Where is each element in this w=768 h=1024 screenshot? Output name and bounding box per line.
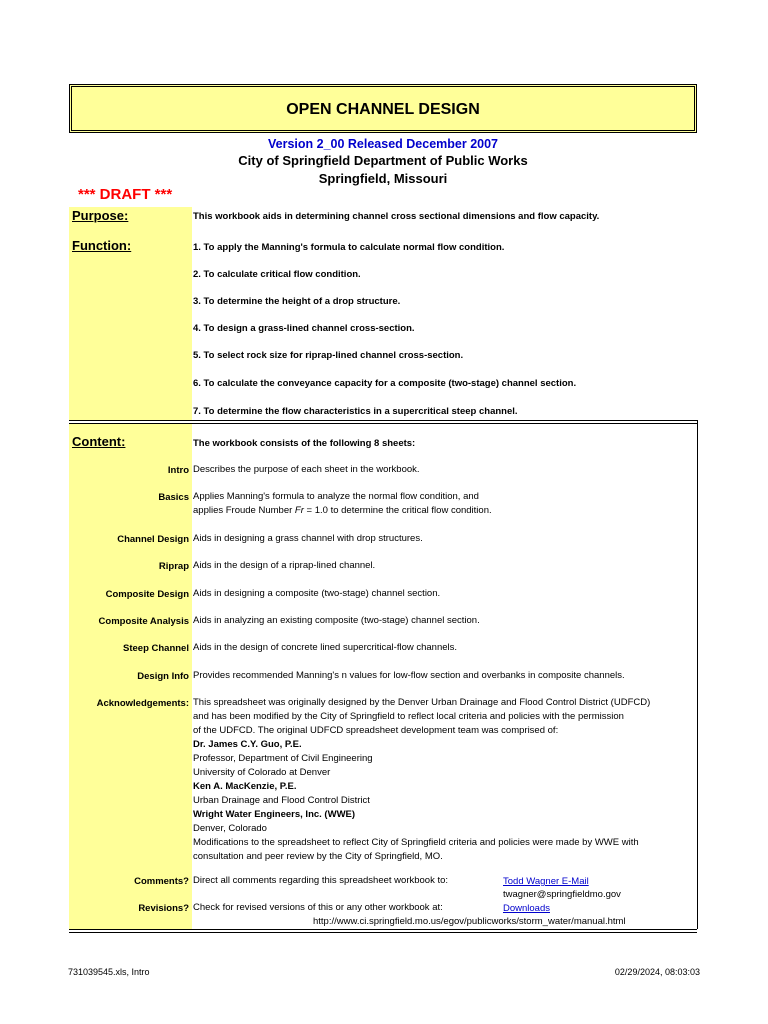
sheet-name-steep-channel: Steep Channel [123,643,189,654]
ack-line: consultation and peer review by the City of Springfield, MO. [193,851,443,862]
ack-line: Urban Drainage and Flood Control District [193,795,370,806]
function-item: 2. To calculate critical flow condition. [193,269,361,280]
sheet-name-channel-design: Channel Design [117,534,189,545]
revisions-label: Revisions? [138,903,189,914]
sheet-name-design-info: Design Info [137,671,189,682]
ack-line-name: Ken A. MacKenzie, P.E. [193,781,297,792]
sheet-desc-basics [193,490,703,518]
sheet-desc-channel-design: Aids in designing a grass channel with drop structures. [193,533,423,544]
revisions-text: Check for revised versions of this or any other workbook at: [193,902,443,913]
city-line: Springfield, Missouri [318,171,448,186]
downloads-url: http://www.ci.springfield.mo.us/egov/publicworks/storm_water/manual.html [313,916,626,927]
comments-label: Comments? [134,876,189,887]
sheet-name-composite-analysis: Composite Analysis [98,616,189,627]
sheet-name-intro: Intro [167,465,189,476]
email-link[interactable]: Todd Wagner E-Mail [503,876,589,887]
sheet-desc-composite-analysis: Aids in analyzing an existing composite (two-stage) channel section. [193,615,480,626]
comments-text: Direct all comments regarding this spreadsheet workbook to: [193,875,449,886]
ack-line: of the UDFCD. The original UDFCD spreadsheet development team was comprised of: [193,725,559,736]
content-intro: The workbook consists of the following 8 sheets: [193,438,416,449]
section-divider [69,423,697,424]
acknowledgements-label: Acknowledgements: [96,698,189,709]
section-divider [69,420,697,421]
ack-line-name: Wright Water Engineers, Inc. (WWE) [193,809,356,820]
desc-text: applies Froude Number [193,505,295,516]
footer-timestamp: 02/29/2024, 08:03:03 [614,967,700,977]
purpose-text: This workbook aids in determining channel cross sectional dimensions and flow capacity. [193,211,600,222]
ack-line: Professor, Department of Civil Engineering [193,753,373,764]
function-item: 5. To select rock size for riprap-lined channel cross-section. [193,350,464,361]
department-line: City of Springfield Department of Public Works [238,153,528,168]
bottom-border [69,929,697,930]
froude-symbol: Fr [294,505,304,516]
ack-line: and has been modified by the City of Springfield to reflect local criteria and policies with the permission [193,711,624,722]
sheet-desc-design-info: Provides recommended Manning's n values for low-flow section and overbanks in composite channels. [193,670,625,681]
desc-text: = 1.0 to determine the critical flow condition. [303,505,492,516]
version-line: Version 2_00 Released December 2007 [267,137,498,151]
sheet-desc-basics-line1: Applies Manning's formula to analyze the normal flow condition, and [193,491,479,502]
purpose-heading: Purpose: [72,208,129,223]
page-title: OPEN CHANNEL DESIGN [286,101,480,118]
footer-filename: 731039545.xls, Intro [68,967,150,977]
ack-line: Modifications to the spreadsheet to reflect City of Springfield criteria and policies were made by WWE with [193,837,639,848]
function-heading: Function: [72,238,132,253]
content-heading: Content: [72,434,126,449]
acknowledgements-text [193,696,703,864]
sheet-name-basics: Basics [158,492,189,503]
function-item: 3. To determine the height of a drop structure. [193,296,401,307]
sheet-desc-intro: Describes the purpose of each sheet in the workbook. [193,464,420,475]
ack-line: University of Colorado at Denver [193,767,331,778]
bottom-border [69,932,697,933]
ack-line-name: Dr. James C.Y. Guo, P.E. [193,739,302,750]
title-box [69,84,697,133]
sheet-name-riprap: Riprap [158,561,189,572]
function-item: 7. To determine the flow characteristics in a supercritical steep channel. [193,406,518,417]
function-item: 1. To apply the Manning's formula to calculate normal flow condition. [193,242,505,253]
draft-label: *** DRAFT *** [78,186,173,203]
sheet-desc-basics-line2 [193,504,703,518]
function-item: 6. To calculate the conveyance capacity for a composite (two-stage) channel section. [193,378,577,389]
sheet-desc-steep-channel: Aids in the design of concrete lined supercritical-flow channels. [193,642,458,653]
ack-line: Denver, Colorado [193,823,267,834]
email-address: twagner@springfieldmo.gov [503,889,621,900]
downloads-link[interactable]: Downloads [503,903,550,914]
sheet-name-composite-design: Composite Design [105,589,189,600]
sheet-desc-riprap: Aids in the design of a riprap-lined channel. [193,560,376,571]
sheet-desc-composite-design: Aids in designing a composite (two-stage) channel section. [193,588,441,599]
ack-line: This spreadsheet was originally designed by the Denver Urban Drainage and Flood Control District (UDFCD) [193,697,651,708]
function-item: 4. To design a grass-lined channel cross-section. [193,323,415,334]
